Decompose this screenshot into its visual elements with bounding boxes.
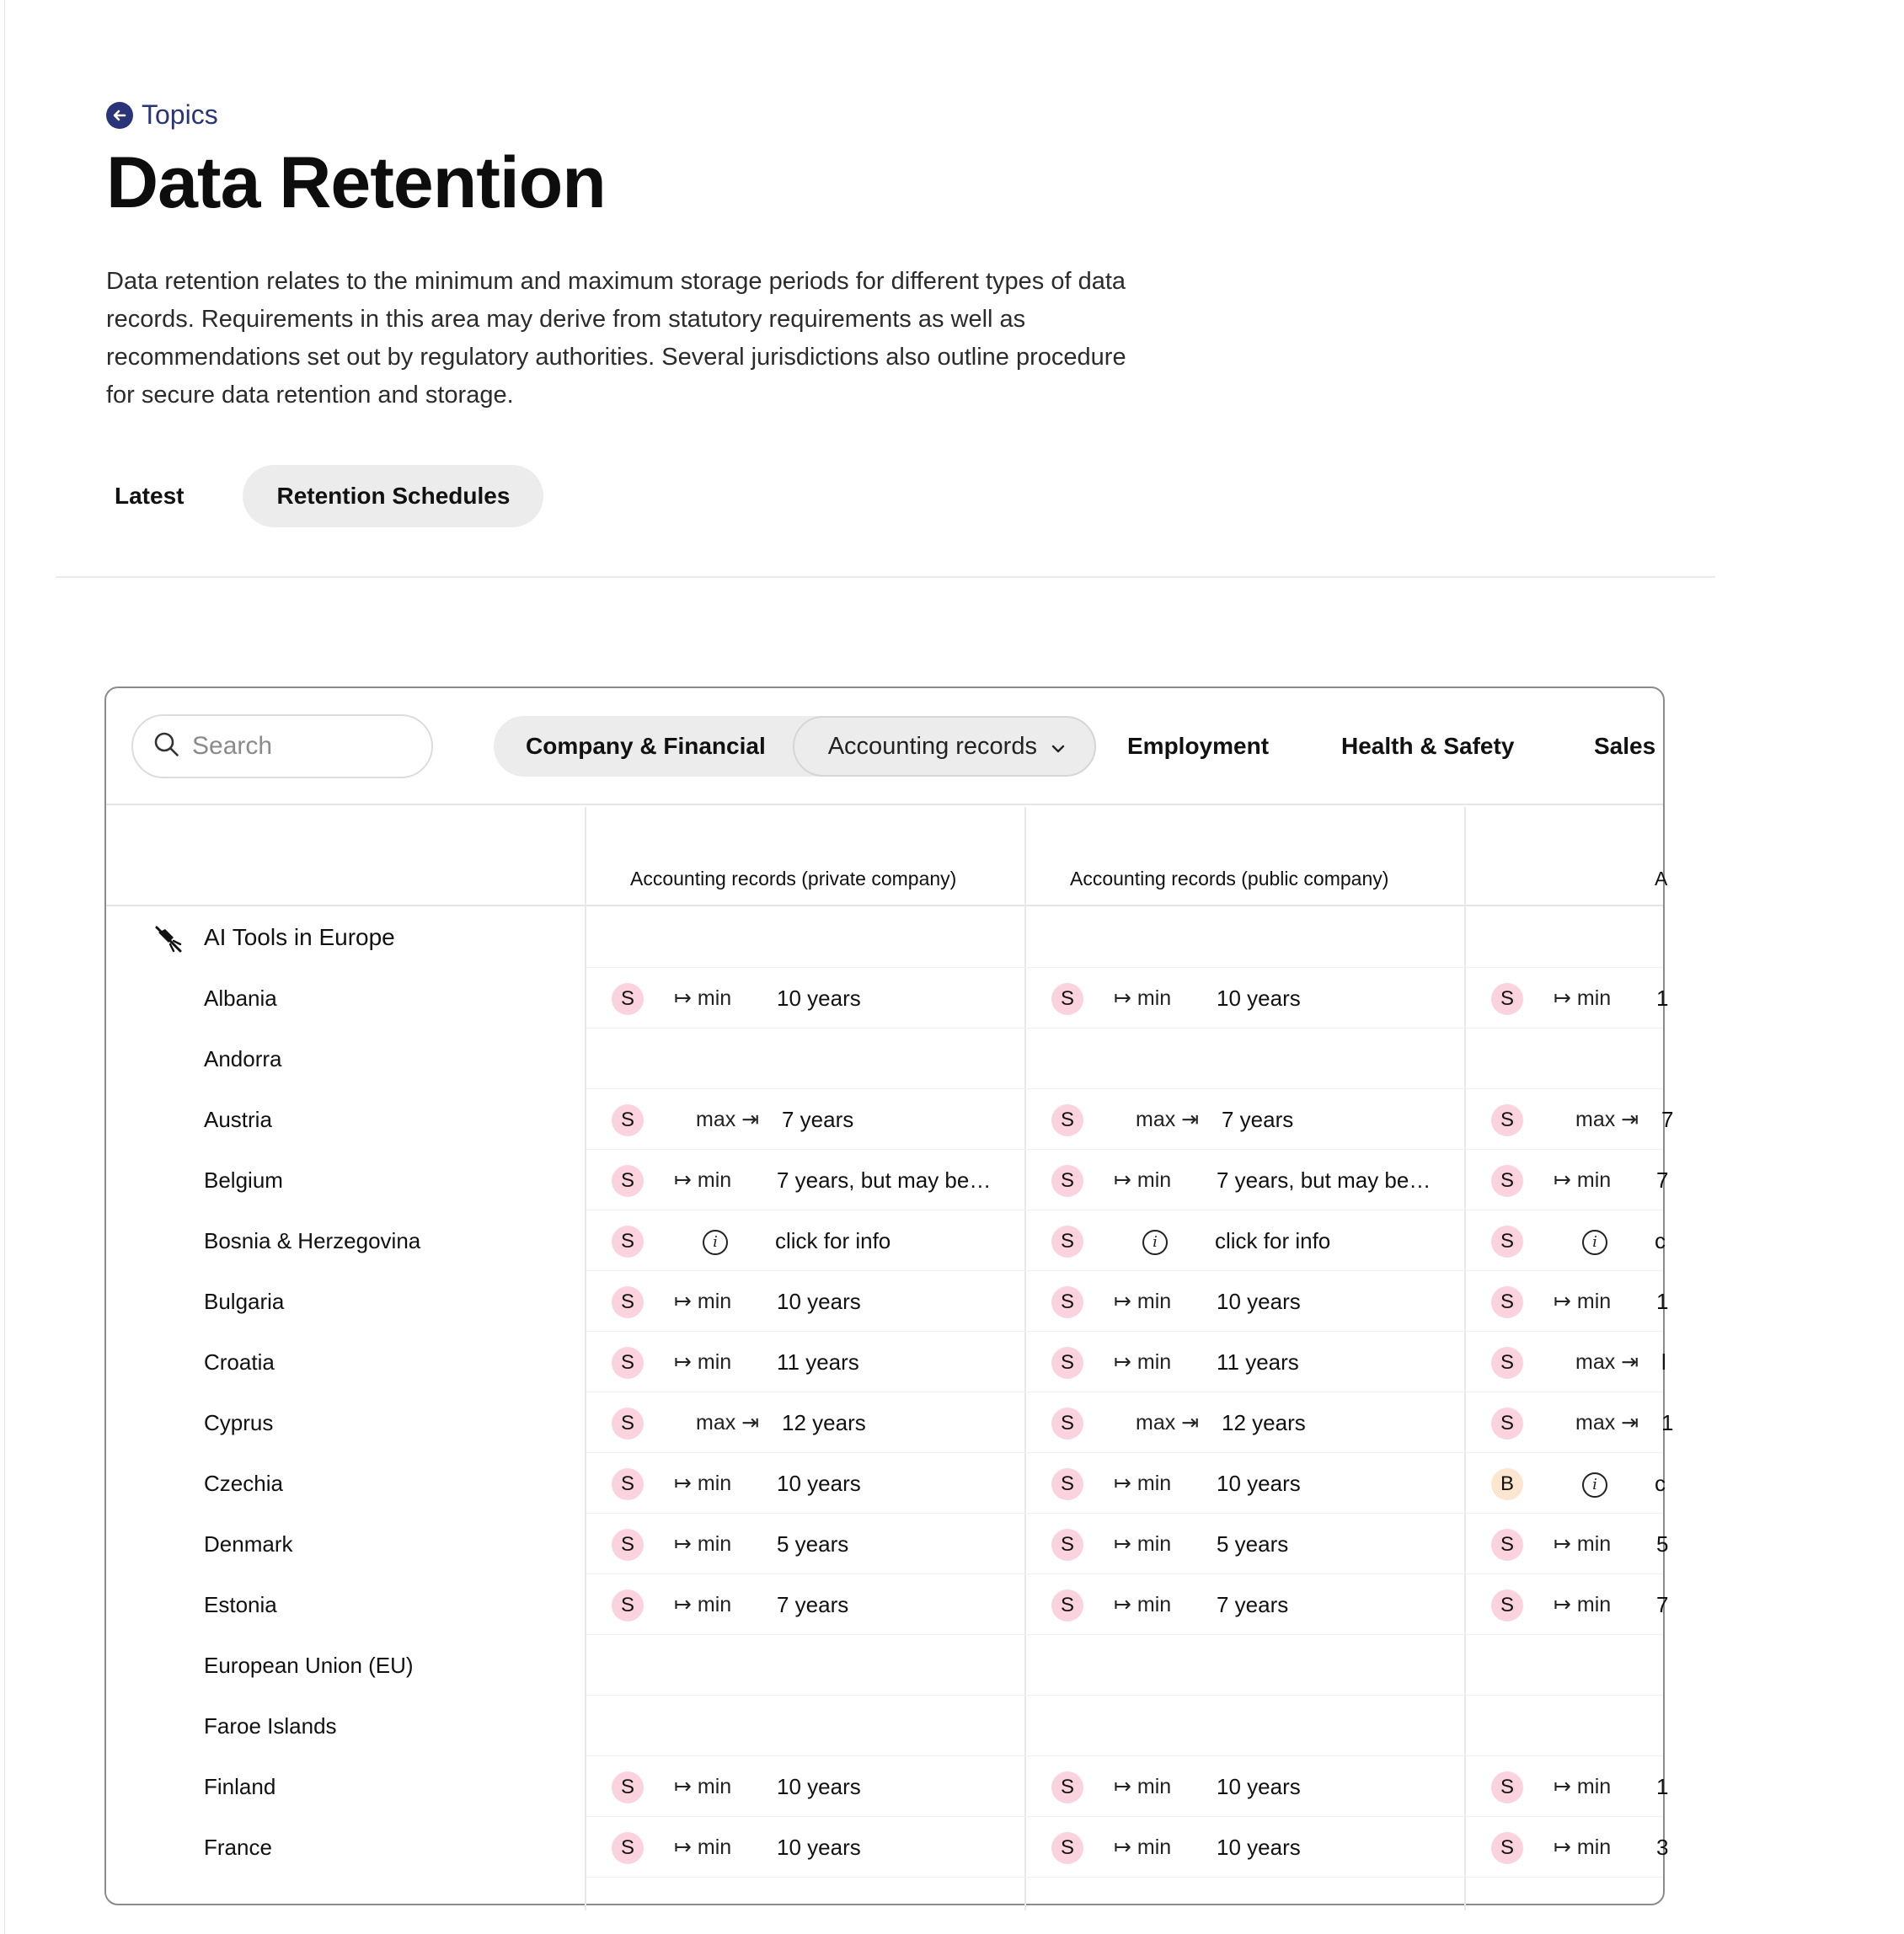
retention-value: 3 — [1656, 1835, 1669, 1860]
min-arrow-icon: ↦ min — [1114, 1168, 1172, 1192]
retention-cell[interactable] — [1026, 1150, 1464, 1210]
min-arrow-icon: ↦ min — [674, 986, 732, 1010]
retention-cell[interactable] — [1466, 1392, 1904, 1453]
max-arrow-icon: max ⇥ — [1136, 1411, 1200, 1434]
table-row[interactable] — [106, 1696, 1663, 1756]
source-badge: B — [1491, 1468, 1523, 1500]
retention-value: 5 years — [777, 1531, 849, 1557]
min-arrow-icon: ↦ min — [1114, 1290, 1172, 1313]
retention-value: 10 years — [777, 1289, 861, 1314]
retention-value: click for info — [775, 1228, 891, 1253]
retention-cell[interactable] — [586, 1210, 1024, 1271]
retention-cell[interactable] — [1026, 1514, 1464, 1574]
retention-cell[interactable] — [1466, 968, 1904, 1028]
country-name: Belgium — [204, 1167, 283, 1193]
min-arrow-icon: ↦ min — [1554, 986, 1612, 1010]
page-description: Data retention relates to the minimum and maximum storage periods for different types of data records. Requirements in this area may derive from statutory requirements as well as recommendations set out by regulatory authorities. Several jurisdictions also outline procedure for secure data retention and storage. — [106, 268, 1126, 409]
max-arrow-icon: max ⇥ — [1575, 1350, 1639, 1374]
min-arrow-icon: ↦ min — [1554, 1532, 1612, 1556]
retention-value: 10 years — [777, 1471, 861, 1496]
row-divider — [586, 1877, 1663, 1878]
min-arrow-icon: ↦ min — [674, 1350, 732, 1374]
page-title: Data Retention — [106, 142, 606, 223]
source-badge: S — [1491, 1226, 1523, 1258]
category-health-safety[interactable]: Health & Safety — [1341, 733, 1515, 759]
country-name: Denmark — [204, 1531, 293, 1557]
retention-cell[interactable] — [586, 1514, 1024, 1574]
source-badge: S — [612, 1347, 644, 1379]
table-row[interactable] — [106, 1089, 1674, 1150]
min-arrow-icon: ↦ min — [674, 1290, 732, 1313]
country-name: Estonia — [204, 1592, 277, 1617]
retention-value: 10 years — [1217, 1289, 1301, 1314]
table-row[interactable] — [106, 1574, 1669, 1635]
source-badge: S — [1051, 1589, 1083, 1621]
retention-schedule-panel — [104, 687, 1674, 1905]
retention-value: 7 — [1656, 1592, 1669, 1617]
retention-cell[interactable] — [1026, 1574, 1464, 1635]
table-row[interactable] — [106, 1756, 1669, 1817]
min-arrow-icon: ↦ min — [674, 1472, 732, 1495]
retention-value: 12 years — [1222, 1410, 1306, 1435]
min-arrow-icon: ↦ min — [1114, 1350, 1172, 1374]
min-arrow-icon: ↦ min — [1114, 1472, 1172, 1495]
source-badge: S — [612, 1529, 644, 1561]
retention-cell[interactable] — [1466, 1514, 1904, 1574]
retention-cell[interactable] — [586, 968, 1024, 1028]
table-row[interactable] — [106, 1453, 1666, 1514]
source-badge: S — [1051, 1226, 1083, 1258]
schedule-toolbar — [106, 688, 1663, 805]
retention-cell[interactable] — [1026, 1332, 1464, 1392]
table-row[interactable] — [106, 968, 1669, 1028]
category-employment[interactable]: Employment — [1127, 733, 1270, 759]
source-badge: S — [1491, 1165, 1523, 1197]
max-arrow-icon: max ⇥ — [696, 1411, 760, 1434]
retention-cell[interactable] — [1466, 1089, 1904, 1150]
table-row[interactable] — [106, 1332, 1666, 1392]
country-name: Albania — [204, 986, 277, 1011]
min-arrow-icon: ↦ min — [1114, 986, 1172, 1010]
retention-cell[interactable] — [1026, 1210, 1464, 1271]
source-badge: S — [1051, 1104, 1083, 1136]
subcategory-dropdown[interactable] — [793, 716, 1096, 777]
source-badge: S — [1491, 1347, 1523, 1379]
retention-cell[interactable] — [1466, 1756, 1904, 1817]
retention-value: click for info — [1215, 1228, 1331, 1253]
back-link-label: Topics — [142, 99, 218, 130]
retention-cell[interactable] — [1466, 1453, 1904, 1514]
min-arrow-icon: ↦ min — [1554, 1775, 1612, 1798]
min-arrow-icon: ↦ min — [674, 1835, 732, 1859]
retention-cell[interactable] — [586, 1392, 1024, 1453]
retention-cell[interactable] — [1026, 1453, 1464, 1514]
source-badge: S — [1491, 1832, 1523, 1864]
retention-cell[interactable] — [1026, 1392, 1464, 1453]
retention-value: 10 years — [1217, 1471, 1301, 1496]
tab-latest[interactable]: Latest — [115, 483, 185, 509]
retention-value: 7 — [1656, 1167, 1669, 1193]
table-row[interactable] — [106, 1817, 1669, 1878]
min-arrow-icon: ↦ min — [674, 1593, 732, 1616]
ai-tool-icon — [153, 924, 184, 959]
retention-value: c — [1655, 1471, 1666, 1496]
max-arrow-icon: max ⇥ — [696, 1108, 760, 1131]
retention-cell[interactable] — [586, 1089, 1024, 1150]
source-badge: S — [612, 1286, 644, 1318]
column-header: Accounting records (private company) — [630, 868, 957, 890]
source-badge: S — [1491, 1529, 1523, 1561]
group-row[interactable] — [106, 907, 1663, 968]
retention-cell[interactable] — [1026, 1817, 1464, 1878]
table-row[interactable] — [106, 1150, 1669, 1210]
retention-cell[interactable] — [1026, 1089, 1464, 1150]
source-badge: S — [612, 1408, 644, 1440]
retention-cell[interactable] — [586, 1817, 1024, 1878]
source-badge: S — [612, 1468, 644, 1500]
retention-value: 1 — [1656, 1289, 1669, 1314]
category-selected-group — [494, 716, 1096, 777]
retention-value: 10 years — [777, 1774, 861, 1799]
retention-value: 1 — [1661, 1410, 1674, 1435]
source-badge: S — [1491, 1286, 1523, 1318]
retention-value: l — [1661, 1349, 1666, 1375]
source-badge: S — [612, 1226, 644, 1258]
section-divider — [56, 576, 1715, 578]
country-name: Croatia — [204, 1349, 275, 1375]
table-header-row — [106, 807, 1668, 906]
table-row[interactable] — [106, 1028, 1663, 1089]
retention-value: 1 — [1656, 986, 1669, 1011]
min-arrow-icon: ↦ min — [674, 1532, 732, 1556]
source-badge: S — [1051, 1286, 1083, 1318]
retention-value: 11 years — [1217, 1349, 1299, 1375]
source-badge: S — [612, 1832, 644, 1864]
retention-value: 7 years, but may be… — [777, 1167, 992, 1193]
category-sales[interactable]: Sales — [1594, 733, 1656, 759]
retention-value: 10 years — [1217, 986, 1301, 1011]
info-icon: i — [703, 1230, 728, 1255]
search-input[interactable] — [192, 732, 411, 761]
min-arrow-icon: ↦ min — [674, 1775, 732, 1798]
retention-cell[interactable] — [1466, 1210, 1904, 1271]
country-name: Bulgaria — [204, 1289, 285, 1314]
retention-value: 7 years — [1217, 1592, 1289, 1617]
page-left-border — [4, 0, 5, 1934]
source-badge: S — [612, 1771, 644, 1803]
country-name: Cyprus — [204, 1410, 274, 1435]
country-name: Austria — [204, 1107, 272, 1132]
retention-value: 10 years — [1217, 1774, 1301, 1799]
source-badge: S — [1491, 1589, 1523, 1621]
retention-value: 5 years — [1217, 1531, 1289, 1557]
max-arrow-icon: max ⇥ — [1136, 1108, 1200, 1131]
min-arrow-icon: ↦ min — [1114, 1775, 1172, 1798]
category-company-financial[interactable]: Company & Financial — [526, 733, 766, 759]
max-arrow-icon: max ⇥ — [1575, 1108, 1639, 1131]
min-arrow-icon: ↦ min — [1554, 1290, 1612, 1313]
retention-cell[interactable] — [586, 1150, 1024, 1210]
source-badge: S — [1491, 1408, 1523, 1440]
retention-cell[interactable] — [586, 1756, 1024, 1817]
min-arrow-icon: ↦ min — [1554, 1593, 1612, 1616]
retention-value: 10 years — [777, 1835, 861, 1860]
table-row[interactable] — [106, 1392, 1674, 1453]
retention-value: 1 — [1656, 1774, 1669, 1799]
tab-retention-schedules[interactable]: Retention Schedules — [243, 465, 543, 527]
arrow-left-icon — [106, 102, 133, 129]
min-arrow-icon: ↦ min — [1114, 1532, 1172, 1556]
source-badge: S — [612, 1589, 644, 1621]
retention-value: 7 years — [1222, 1107, 1294, 1132]
retention-cell[interactable] — [586, 1574, 1024, 1635]
source-badge: S — [612, 1165, 644, 1197]
info-icon: i — [1142, 1230, 1168, 1255]
source-badge: S — [1491, 983, 1523, 1015]
retention-cell[interactable] — [586, 1453, 1024, 1514]
topic-tabs — [89, 465, 543, 527]
retention-value: 10 years — [777, 986, 861, 1011]
country-name: Andorra — [204, 1046, 282, 1071]
retention-cell[interactable] — [1466, 1574, 1904, 1635]
source-badge: S — [1051, 1529, 1083, 1561]
source-badge: S — [1051, 1165, 1083, 1197]
min-arrow-icon: ↦ min — [1554, 1835, 1612, 1859]
source-badge: S — [1051, 1468, 1083, 1500]
retention-cell[interactable] — [1466, 1332, 1904, 1392]
country-name: Bosnia & Herzegovina — [204, 1228, 421, 1253]
source-badge: S — [1051, 983, 1083, 1015]
source-badge: S — [1051, 1832, 1083, 1864]
source-badge: S — [1051, 1408, 1083, 1440]
info-icon: i — [1582, 1472, 1607, 1498]
retention-cell[interactable] — [1466, 1271, 1904, 1332]
group-label: AI Tools in Europe — [204, 924, 395, 950]
country-name: Faroe Islands — [204, 1713, 337, 1739]
retention-cell[interactable] — [586, 1271, 1024, 1332]
source-badge: S — [1491, 1771, 1523, 1803]
search-box[interactable] — [131, 714, 433, 778]
chevron-down-icon — [1051, 733, 1066, 761]
retention-value: 12 years — [782, 1410, 866, 1435]
country-name: Czechia — [204, 1471, 283, 1496]
search-icon — [153, 731, 180, 762]
country-name: Finland — [204, 1774, 276, 1799]
source-badge: S — [612, 983, 644, 1015]
min-arrow-icon: ↦ min — [1114, 1835, 1172, 1859]
source-badge: S — [1051, 1771, 1083, 1803]
source-badge: S — [1051, 1347, 1083, 1379]
subcategory-label: Accounting records — [827, 732, 1037, 760]
retention-cell[interactable] — [1466, 1817, 1904, 1878]
retention-cell[interactable] — [1026, 968, 1464, 1028]
table-row[interactable] — [106, 1271, 1669, 1332]
retention-cell[interactable] — [1466, 1150, 1904, 1210]
country-name: European Union (EU) — [204, 1653, 414, 1678]
retention-value: 7 years — [777, 1592, 849, 1617]
table-row[interactable] — [106, 1210, 1666, 1271]
table-row[interactable] — [106, 1635, 1663, 1696]
min-arrow-icon: ↦ min — [1114, 1593, 1172, 1616]
retention-value: 11 years — [777, 1349, 859, 1375]
info-icon: i — [1582, 1230, 1607, 1255]
table-row[interactable] — [106, 1514, 1669, 1574]
retention-cell[interactable] — [1026, 1756, 1464, 1817]
country-name: France — [204, 1835, 272, 1860]
min-arrow-icon: ↦ min — [1554, 1168, 1612, 1192]
retention-cell[interactable] — [1026, 1271, 1464, 1332]
back-to-topics-link[interactable] — [106, 99, 218, 131]
column-header: Accounting records (public company) — [1070, 868, 1389, 890]
retention-value: 7 years, but may be… — [1217, 1167, 1431, 1193]
min-arrow-icon: ↦ min — [674, 1168, 732, 1192]
retention-value: 5 — [1656, 1531, 1669, 1557]
max-arrow-icon: max ⇥ — [1575, 1411, 1639, 1434]
retention-value: 7 — [1661, 1107, 1674, 1132]
retention-value: 7 years — [782, 1107, 854, 1132]
source-badge: S — [612, 1104, 644, 1136]
retention-value: c — [1655, 1228, 1666, 1253]
source-badge: S — [1491, 1104, 1523, 1136]
retention-cell[interactable] — [586, 1332, 1024, 1392]
column-header: A — [1655, 868, 1668, 890]
retention-value: 10 years — [1217, 1835, 1301, 1860]
